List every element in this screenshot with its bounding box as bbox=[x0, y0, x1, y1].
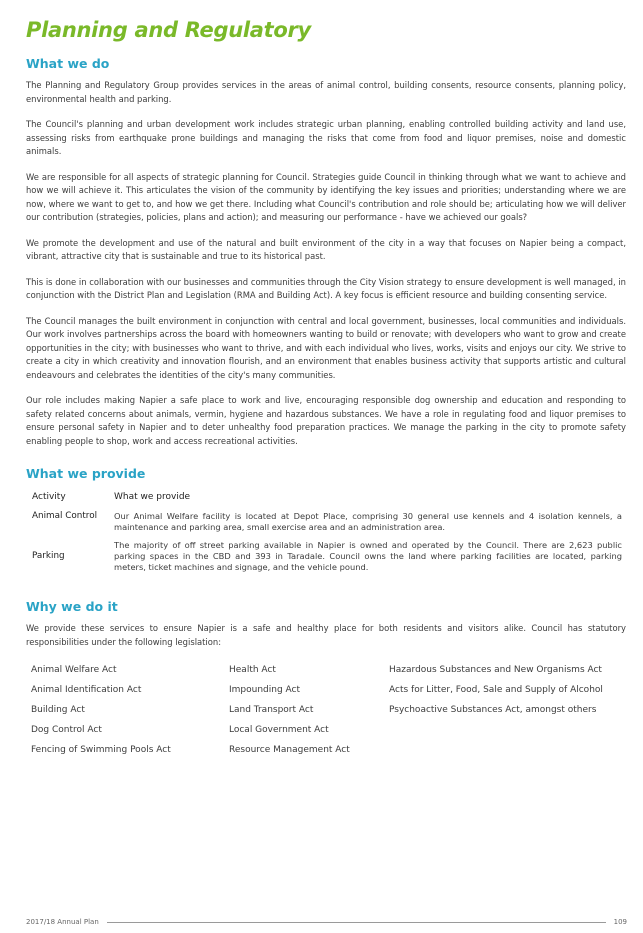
description-cell: The majority of off street parking available in Napier is owned and operated by the Council. There are 2,623 public parking spaces in the CBD and 393 in Taradale. Council owns the land where parking facilities are located, parking meters, ticket machines and signage, and the vehicle pound. bbox=[114, 540, 622, 572]
page-title: Planning and Regulatory bbox=[26, 18, 311, 42]
why-we-do-it-section bbox=[26, 599, 626, 758]
page-number: 109 bbox=[613, 918, 627, 926]
footer-rule bbox=[107, 922, 606, 923]
why-intro: We provide these services to ensure Napier is a safe and healthy place for both residents and visitors alike. Council has statutory responsibilities under the following legislation: bbox=[26, 623, 626, 647]
list-item: Fencing of Swimming Pools Act bbox=[31, 745, 171, 755]
column-header-activity: Activity bbox=[32, 492, 66, 502]
list-item: Hazardous Substances and New Organisms Act bbox=[389, 665, 602, 675]
paragraph: We are responsible for all aspects of strategic planning for Council. Strategies guide Council in thinking through what we want to achieve and how we will achieve it. This articulates the vision of the community by identifying the key issues and priorities; understanding where we are now, where we want to get to, and how we get there. Including what Council's contribution and role should be; articulating how we will deliver our contribution (strategies, policies, plans and action); and measuring our performance - have we achieved our goals? bbox=[26, 171, 626, 222]
table-row bbox=[26, 537, 622, 577]
list-item: Building Act bbox=[31, 705, 85, 715]
paragraph: We promote the development and use of the natural and built environment of the city in a way that focuses on Napier being a compact, vibrant, attractive city that is sustainable and true to its historical past. bbox=[26, 237, 626, 261]
list-item: Local Government Act bbox=[229, 725, 329, 735]
list-item: Land Transport Act bbox=[229, 705, 314, 715]
list-item: Resource Management Act bbox=[229, 745, 350, 755]
paragraph: The Council's planning and urban development work includes strategic urban planning, enabling controlled building activity and land use, assessing risks from earthquake prone buildings and managing the risks that come from food and liquor premises, noise and domestic animals. bbox=[26, 119, 626, 156]
provide-table bbox=[26, 489, 622, 577]
list-item: Psychoactive Substances Act, amongst others bbox=[389, 705, 597, 715]
paragraph: The Council manages the built environment in conjunction with central and local government, businesses, local communities and individuals. Our work involves partnerships across the board with homeowners wanting to build or renovate; with developers who want to grow and create opportunities in the city; with businesses who want to thrive, and with each individual who lives, works, visits and enjoys our city. We strive to create a city in which creativity and innovation flourish, and an environment that enables business activity that supports artistic and cultural endeavours and celebrates the identities of the city's many communities. bbox=[26, 315, 626, 380]
what-we-do-section bbox=[26, 56, 626, 448]
activity-cell: Animal Control bbox=[32, 511, 98, 521]
paragraph: This is done in collaboration with our businesses and communities through the City Vision strategy to ensure development is well managed, in conjunction with the District Plan and Legislation (RMA and Building Act). A key focus is efficient resource and building consenting service. bbox=[26, 276, 626, 300]
list-item: Animal Welfare Act bbox=[31, 665, 117, 675]
description-cell: Our Animal Welfare facility is located at Depot Place, comprising 30 general use kennels and 4 isolation kennels, a maintenance and parking area, small exercise area and an administration area. bbox=[114, 511, 622, 532]
table-header-row bbox=[26, 489, 622, 508]
list-item bbox=[389, 725, 629, 738]
footer-label: 2017/18 Annual Plan bbox=[26, 918, 99, 926]
why-we-do-it-heading: Why we do it bbox=[26, 599, 118, 614]
table-row bbox=[26, 508, 622, 537]
paragraph: Our role includes making Napier a safe place to work and live, encouraging responsible dog ownership and education and responding to safety related concerns about animals, vermin, hygiene and hazardous substances. We have a role in regulating food and liquor premises to ensure personal safety in Napier and to deter unhealthy food preparation practices. We manage the parking in the city to promote safety enabling people to shop, work and access recreational activities. bbox=[26, 395, 626, 446]
column-header-provide: What we provide bbox=[114, 492, 191, 502]
list-item: Impounding Act bbox=[229, 685, 301, 695]
list-item: Health Act bbox=[229, 665, 276, 675]
what-we-provide-heading: What we provide bbox=[26, 466, 146, 481]
list-item: Animal Identification Act bbox=[31, 685, 142, 695]
page-footer bbox=[26, 917, 627, 927]
what-we-do-heading: What we do bbox=[26, 56, 110, 71]
list-item: Dog Control Act bbox=[31, 725, 102, 735]
list-item: Acts for Litter, Food, Sale and Supply of Alcohol bbox=[389, 685, 603, 695]
what-we-provide-section bbox=[26, 466, 626, 577]
activity-cell: Parking bbox=[32, 551, 65, 561]
paragraph: The Planning and Regulatory Group provides services in the areas of animal control, building consents, resource consents, planning policy, environmental health and parking. bbox=[26, 80, 626, 104]
list-item bbox=[389, 745, 629, 758]
legislation-list bbox=[26, 665, 626, 758]
document-page bbox=[26, 14, 626, 758]
